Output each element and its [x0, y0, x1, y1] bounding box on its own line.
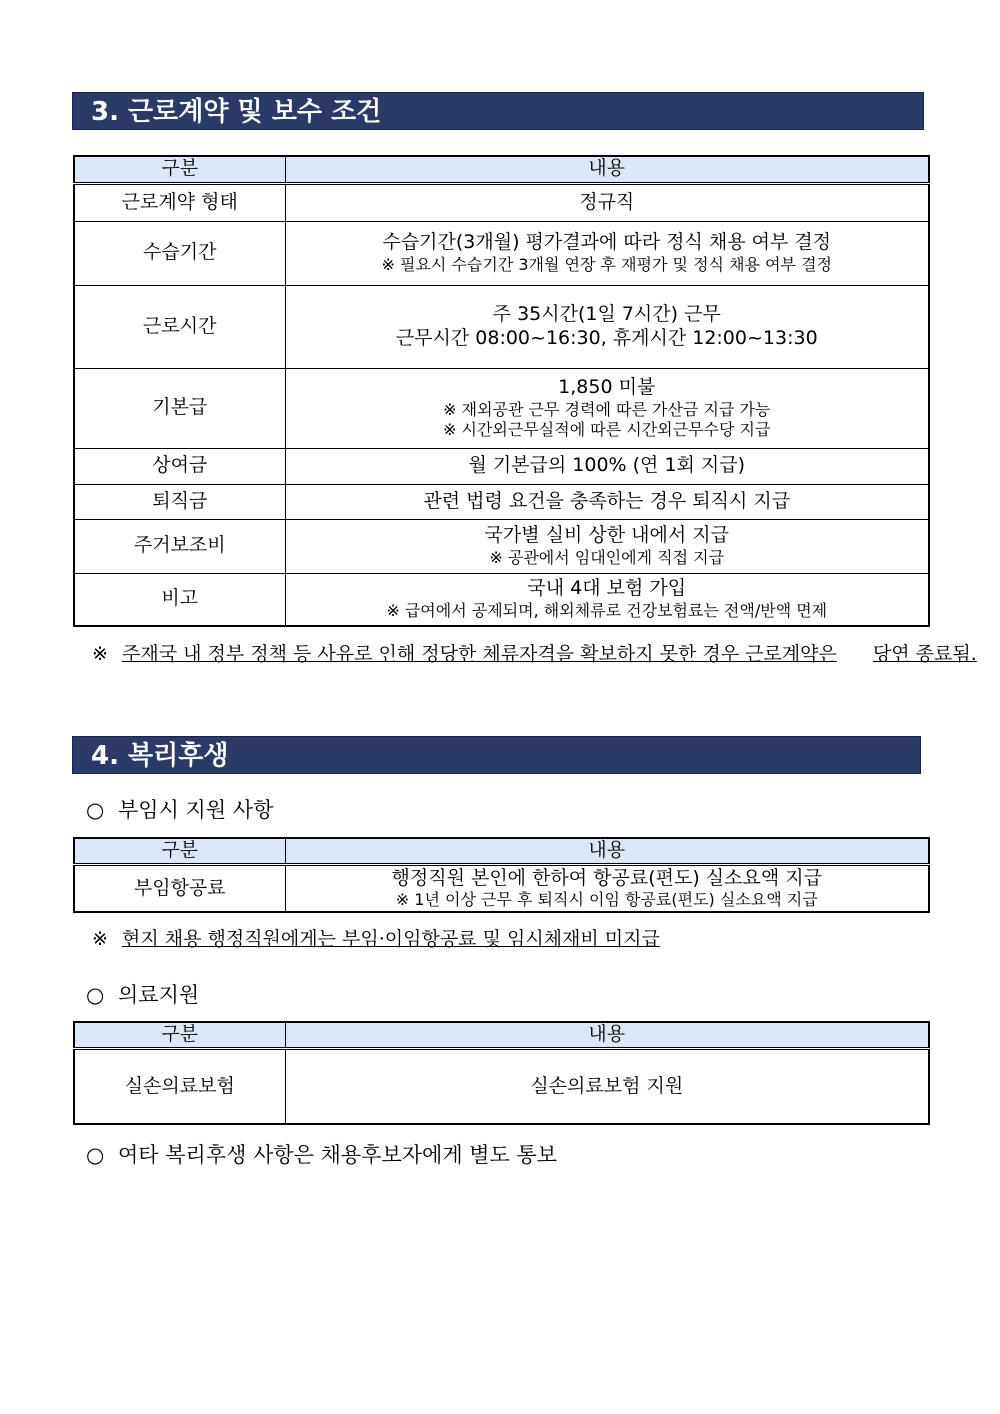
row-content [285, 448, 929, 484]
row-main-line: 근무시간 08:00~16:30, 휴게시간 12:00~13:30 [395, 326, 818, 349]
employment-terms-table [73, 155, 930, 627]
row-main-line: 관련 법령 요건을 충족하는 경우 퇴직시 지급 [423, 489, 791, 512]
row-main-line: 정규직 [579, 190, 635, 213]
row-content [285, 183, 929, 221]
section-3-title: 3. 근로계약 및 보수 조건 [72, 92, 924, 130]
bullet-label: 여타 복리후생 사항은 채용후보자에게 별도 통보 [118, 1143, 558, 1167]
row-main-line: 1,850 미불 [558, 376, 656, 399]
bullet-label: 부임시 지원 사항 [118, 798, 274, 822]
table-header-row [74, 156, 929, 183]
remark-line-2: 당연 종료됨. [872, 643, 977, 665]
table-row [74, 285, 929, 368]
row-note: ※ 필요시 수습기간 3개월 연장 후 재평가 및 정식 채용 여부 결정 [381, 254, 832, 274]
contract-termination-remark [92, 637, 977, 671]
row-content [285, 864, 929, 912]
reference-mark: ※ [92, 643, 108, 665]
row-note: ※ 시간외근무실적에 따른 시간외근무수당 지급 [443, 419, 771, 439]
bullet-circle: ○ [86, 1143, 105, 1167]
row-label: 근로계약 형태 [74, 183, 285, 221]
table-row [74, 864, 929, 912]
table-header-row [74, 838, 929, 864]
row-label: 퇴직금 [74, 484, 285, 519]
table-row [74, 183, 929, 221]
table-row [74, 573, 929, 626]
row-main-line: 월 기본급의 100% (연 1회 지급) [468, 454, 746, 477]
row-label: 주거보조비 [74, 519, 285, 573]
table-row [74, 221, 929, 285]
table-row [74, 519, 929, 573]
row-main-line: 주 35시간(1일 7시간) 근무 [492, 302, 721, 325]
row-label: 근로시간 [74, 285, 285, 368]
row-main-line: 국내 4대 보험 가입 [527, 577, 687, 600]
table-row [74, 368, 929, 448]
remark-text: 현지 채용 행정직원에게는 부임·이임항공료 및 임시체재비 미지급 [122, 928, 660, 950]
relocation-airfare-table [73, 837, 930, 913]
row-note: ※ 급여에서 공제되며, 해외체류로 건강보험료는 전액/반액 면제 [386, 601, 828, 621]
bullet-other-welfare [86, 1139, 557, 1169]
header-content: 내용 [285, 838, 929, 864]
row-content [285, 285, 929, 368]
header-category: 구분 [74, 1022, 285, 1048]
row-note: ※ 1년 이상 근무 후 퇴직시 이임 항공료(편도) 실소요액 지급 [395, 890, 818, 910]
section-4-title: 4. 복리후생 [72, 736, 921, 774]
bullet-circle: ○ [86, 798, 105, 822]
row-main-line: 행정직원 본인에 한하여 항공료(편도) 실소요액 지급 [391, 866, 822, 889]
header-content: 내용 [285, 1022, 929, 1048]
row-content [285, 573, 929, 626]
row-note: ※ 재외공관 근무 경력에 따른 가산금 지급 가능 [443, 399, 771, 419]
bullet-label: 의료지원 [118, 983, 200, 1007]
row-main-line: 수습기간(3개월) 평가결과에 따라 정식 채용 여부 결정 [382, 231, 832, 254]
row-main-line: 국가별 실비 상한 내에서 지급 [484, 524, 729, 547]
table-row [74, 1048, 929, 1124]
medical-insurance-table [73, 1021, 930, 1125]
row-content [285, 221, 929, 285]
bullet-circle: ○ [86, 983, 105, 1007]
bullet-relocation-support [86, 794, 273, 824]
row-label: 비고 [74, 573, 285, 626]
row-content: 실손의료보험 지원 [285, 1048, 929, 1124]
row-label: 실손의료보험 [74, 1048, 285, 1124]
row-label: 부임항공료 [74, 864, 285, 912]
bullet-medical-support [86, 979, 199, 1009]
header-category: 구분 [74, 838, 285, 864]
header-category: 구분 [74, 156, 285, 183]
row-content [285, 484, 929, 519]
airfare-remark [92, 922, 660, 956]
table-header-row [74, 1022, 929, 1048]
reference-mark: ※ [92, 928, 108, 950]
row-label: 수습기간 [74, 221, 285, 285]
row-label: 기본급 [74, 368, 285, 448]
table-row [74, 484, 929, 519]
row-note: ※ 공관에서 임대인에게 직접 지급 [489, 547, 725, 567]
remark-line-1: 주재국 내 정부 정책 등 사유로 인해 정당한 체류자격을 확보하지 못한 경우 근로계약은 [122, 643, 837, 665]
header-content: 내용 [285, 156, 929, 183]
table-row [74, 448, 929, 484]
row-label: 상여금 [74, 448, 285, 484]
row-content [285, 519, 929, 573]
row-content [285, 368, 929, 448]
